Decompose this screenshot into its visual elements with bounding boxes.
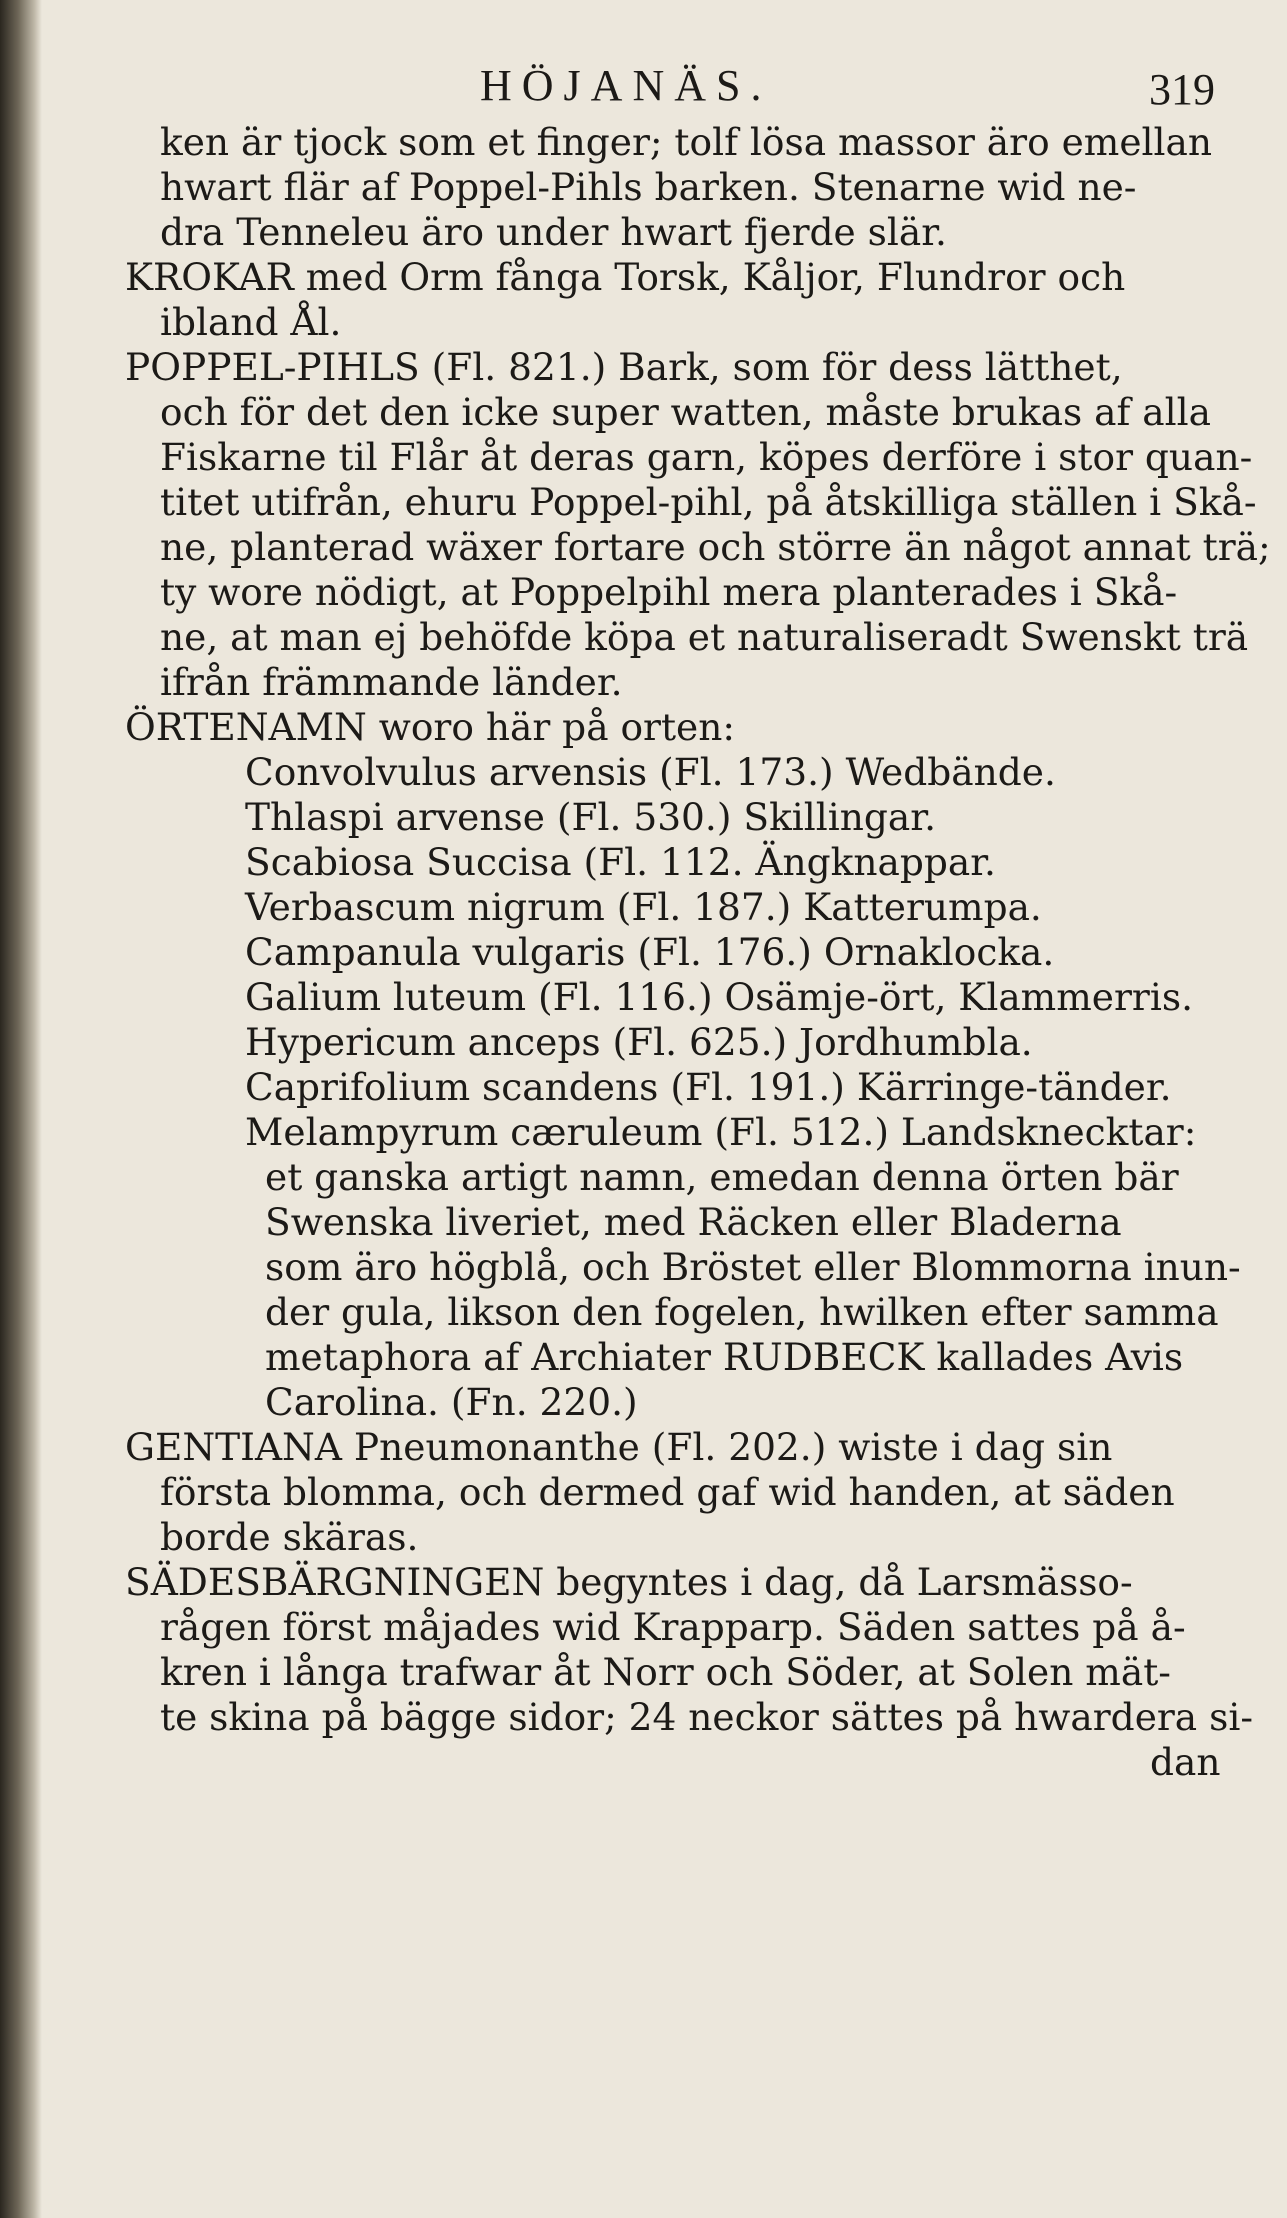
page-header (80, 40, 1240, 120)
text-line: te skina på bägge sidor; 24 neckor sättes på hwardera si- (160, 1695, 1253, 1739)
text-line: KROKAR med Orm fånga Torsk, Kåljor, Flundror och (125, 255, 1126, 299)
text-line: dra Tenneleu äro under hwart fjerde slär. (160, 210, 947, 254)
page-body-text (80, 120, 1271, 1785)
text-line: ne, planterad wäxer fortare och större än något annat trä; (160, 525, 1271, 569)
text-line: Hypericum anceps (Fl. 625.) Jordhumbla. (245, 1020, 1033, 1064)
text-line: som äro högblå, och Bröstet eller Blommorna inun- (265, 1245, 1241, 1289)
text-line: ken är tjock som et finger; tolf lösa massor äro emellan (160, 120, 1213, 164)
text-line: borde skäras. (160, 1515, 419, 1559)
text-line: Campanula vulgaris (Fl. 176.) Ornaklocka. (245, 930, 1055, 974)
text-line: första blomma, och dermed gaf wid handen, at säden (160, 1470, 1175, 1514)
book-page (80, 40, 1271, 2190)
text-line: metaphora af Archiater RUDBECK kallades Avis (265, 1335, 1184, 1379)
text-line: Verbascum nigrum (Fl. 187.) Katterumpa. (245, 885, 1042, 929)
text-line: titet utifrån, ehuru Poppel-pihl, på åtskilliga ställen i Skå- (160, 480, 1257, 524)
text-line: dan (1150, 1740, 1221, 1784)
text-line: GENTIANA Pneumonanthe (Fl. 202.) wiste i dag sin (125, 1425, 1113, 1469)
running-title: HÖJANÄS. (480, 61, 772, 110)
text-line: ifrån främmande länder. (160, 660, 623, 704)
page-number: 319 (1149, 65, 1215, 114)
text-line: Melampyrum cæruleum (Fl. 512.) Landsknecktar: (245, 1110, 1197, 1154)
text-line: Caprifolium scandens (Fl. 191.) Kärringe-tänder. (245, 1065, 1172, 1109)
text-line: SÄDESBÄRGNINGEN begyntes i dag, då Larsmässo- (125, 1560, 1133, 1604)
text-line: ÖRTENAMN woro här på orten: (125, 705, 736, 749)
text-line: ne, at man ej behöfde köpa et naturaliseradt Swenskt trä (160, 615, 1249, 659)
text-line: der gula, likson den fogelen, hwilken efter samma (265, 1290, 1219, 1334)
text-line: och för det den icke super watten, måste brukas af alla (160, 390, 1211, 434)
text-line: Fiskarne til Flår åt deras garn, köpes derföre i stor quan- (160, 435, 1253, 479)
text-line: hwart flär af Poppel-Pihls barken. Stenarne wid ne- (160, 165, 1137, 209)
text-line: ibland Ål. (160, 300, 342, 344)
book-binding-shadow (0, 0, 42, 2218)
text-line: kren i långa trafwar åt Norr och Söder, at Solen mät- (160, 1650, 1171, 1694)
text-line: POPPEL-PIHLS (Fl. 821.) Bark, som för dess lätthet, (125, 345, 1123, 389)
text-line: et ganska artigt namn, emedan denna örten bär (265, 1155, 1179, 1199)
text-line: Galium luteum (Fl. 116.) Osämje-ört, Klammerris. (245, 975, 1193, 1019)
text-line: ty wore nödigt, at Poppelpihl mera planterades i Skå- (160, 570, 1178, 614)
text-line: Swenska liveriet, med Räcken eller Bladerna (265, 1200, 1122, 1244)
text-line: Carolina. (Fn. 220.) (265, 1380, 638, 1424)
text-line: Convolvulus arvensis (Fl. 173.) Wedbände. (245, 750, 1056, 794)
text-line: Thlaspi arvense (Fl. 530.) Skillingar. (245, 795, 937, 839)
text-line: Scabiosa Succisa (Fl. 112. Ängknappar. (245, 840, 996, 884)
text-line: rågen först måjades wid Krapparp. Säden sattes på å- (160, 1605, 1186, 1649)
